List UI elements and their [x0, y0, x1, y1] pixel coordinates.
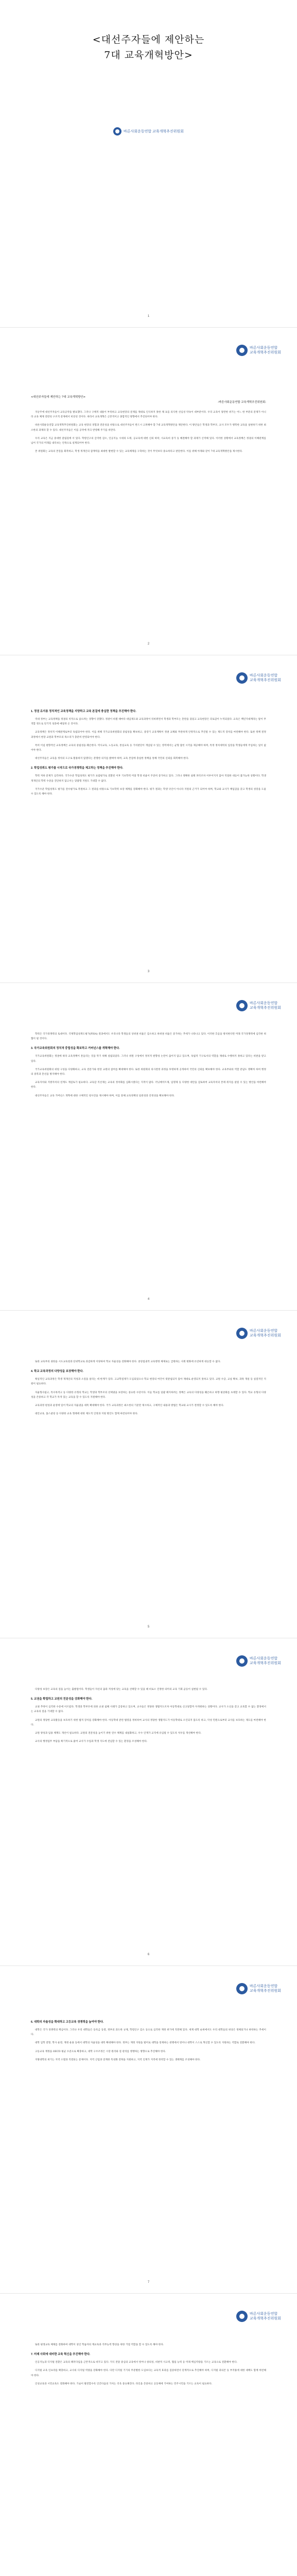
header-logo [236, 1654, 282, 1668]
header-logo [236, 671, 282, 685]
paragraph: 국가교육위원회의 위원 구성을 다양화하고, 교육 전문가와 현장 교원의 참여를 확대해야 한다. 또한 위원회의 의사결정 과정을 투명하게 공개하여 국민의 신뢰를 확보해야 한다. 교육부와의 역할 분담도 명확히 하여 행정의 중복과 혼선을 방지해야 한다. [31, 1068, 266, 1076]
paragraph: 획일적인 교육과정은 학생 개개인의 적성과 소질을 살리는 데 한계가 있다. 고교학점제가 도입되었으나 학교 현장의 여건이 뒷받침되지 않아 제대로 운영되지 못하고 있다. 교원 수급, 교실 확보, 과목 개설 등 실질적인 지원이 필요하다. [31, 1378, 266, 1386]
paragraph: 인공지능과 디지털 전환은 교육의 패러다임을 근본적으로 바꾸고 있다. 지식 전달 중심의 교육에서 벗어나 창의성, 비판적 사고력, 협업 능력 등 미래 핵심역량을 기르는 교육으로 전환해야 한다. [35, 2361, 238, 2364]
page [0, 1311, 297, 1638]
intro-title-block [31, 395, 266, 405]
paragraph: 또한 교육부의 권한을 시도교육청과 단위학교로 과감하게 이양하여 학교 자율성을 강화해야 한다. 중앙집권적 교육행정 체제로는 급변하는 사회 변화에 유연하게 대응할 수 없다. [35, 1361, 221, 1363]
page-number: 2 [147, 642, 150, 646]
paragraph: 국가수준 학업성취도 평가를 전수평가로 복원하고 그 결과를 바탕으로 기초학력 보장 체계를 강화해야 한다. 평가 결과는 학생 낙인이 아니라 지원의 근거가 되어야 하며, 학교와 교사가 책임감을 갖고 학생의 성장을 도울 수 있도록 해야 한다. [31, 788, 266, 796]
page-number: 6 [147, 1953, 150, 1956]
paragraph: 교원의 정당한 교육활동을 보호하기 위한 법적 장치를 강화해야 한다. 아동학대 관련 법령을 정비하여 교사의 정당한 생활지도가 아동학대로 오인되지 않도록 하고, 악성 민원으로부터 교사를 보호하는 제도를 마련해야 한다. [31, 1719, 266, 1726]
org-logo-icon [236, 1328, 248, 1339]
cover-title-line2: 7대 교육개혁방안> [104, 49, 193, 61]
page [0, 983, 297, 1311]
page-number: 5 [147, 1625, 150, 1629]
cover-org-name: 바른사회운동연합 교육개혁추진위원회 [124, 130, 184, 133]
paragraph: 지방대학의 위기는 지역 소멸과 직결되는 문제이다. 지역 산업과 연계한 특성화 전략을 지원하고, 지역 인재가 지역에 정착할 수 있는 생태계를 조성해야 한다. [35, 2058, 201, 2061]
page-body [31, 1360, 266, 1420]
header-org-name: 바른사회운동연합 교육개혁추진위원회 [250, 1329, 281, 1337]
page-body [31, 1687, 266, 1748]
paragraph: 교권 추락이 심각한 수준에 이르렀다. 학생과 학부모에 의한 교권 침해 사례가 급증하고 있으며, 교사들은 정당한 생활지도조차 아동학대로 신고당할까 두려워하는 상황이다. 교사가 소신을 갖고 교육할 수 없는 환경에서는 교육의 질을 기대할 수 없다. [31, 1706, 266, 1714]
paragraph: 대선주자들은 교육을 정치의 도구로 활용하지 않겠다는 분명한 의지를 밝혀야 하며, 교육 본질에 충실한 정책을 통해 국민의 신뢰를 회복해야 한다. [35, 757, 189, 760]
intro-title: <대선주자들에 제안하는 7대 교육개혁방안> [31, 396, 86, 399]
paragraph: 역대 정부는 교육정책을 정권의 치적으로 삼으려는 경향이 강했다. 정권이 바뀔 때마다 대입제도와 교육과정이 뒤바뀌면서 학생과 학부모는 혼란을 겪었고 교육현장은 피로감이 누적되었다. 교육은 백년지대계라는 말이 무색할 정도로 단기적 성과에 매달려 온 것이다. [31, 718, 266, 726]
org-logo-icon [236, 1000, 248, 1011]
page [0, 2294, 297, 2576]
org-logo-icon [113, 127, 121, 135]
section-heading: 2. 학업성취도 평가를 시작으로 국가경쟁력을 제고하는 정책을 추진해야 한다. [31, 767, 124, 770]
header-org-name: 바른사회운동연합 교육개혁추진위원회 [250, 674, 281, 682]
org-logo-icon [236, 1655, 248, 1667]
paragraph: 교사의 행정업무 부담을 획기적으로 줄여 교사가 수업과 학생 지도에 전념할 수 있는 환경을 조성해야 한다. [35, 1740, 148, 1743]
paragraph: 고등교육 재정을 OECD 평균 수준으로 확충하고, 대학 구조조정은 시장 원리와 질 관리를 병행하는 방향으로 추진해야 한다. [35, 2050, 166, 2053]
org-logo-icon [236, 672, 248, 684]
header-logo [236, 1981, 282, 1996]
section-heading: 1. 정권 유지용 정치적인 교육정책을 지양하고 교육 본질에 충실한 정책을 추진해야 한다. [31, 710, 136, 713]
paragraph: 우리 교육은 지금 중대한 갈림길에 서 있다. 학령인구의 급격한 감소, 인공지능 시대의 도래, 공교육에 대한 신뢰 하락, 사교육비 증가 등 해결해야 할 과제가 산적해 있다. 이러한 상황에서 교육정책은 정권의 이해관계를 넘어 국가의 미래를 내다보는 안목으로 설계되어야 한다. [31, 437, 266, 445]
org-logo-icon [236, 345, 248, 356]
section-heading: 6. 대학의 자율성을 확대하고 고등교육 경쟁력을 높여야 한다. [31, 2021, 104, 2024]
page-body [31, 2015, 266, 2066]
paragraph: 특히 이념 편향적인 교육정책은 교육의 중립성을 훼손한다. 역사교육, 노동교육, 통일교육 등 가치판단이 개입될 수 있는 영역에서는 균형 잡힌 시각을 제공해야 하며, 특정 정치세력의 입장을 학생들에게 주입하는 일이 없어야 한다. [31, 744, 266, 752]
paragraph: 바른사회운동연합 교육개혁추진위원회는 교육 현장의 경험과 전문성을 바탕으로 대선주자들이 반드시 고려해야 할 7대 교육개혁방안을 제안한다. 이 방안들은 학생과 학부모, 교사 모두가 행복한 교육을 실현하기 위한 최소한의 과제라 할 수 있다. 대선주자들은 이를 공약에 적극 반영해 주기를 바란다. [31, 424, 266, 432]
paragraph: 교원 양성과 임용 체계도 개선이 필요하다. 교원의 전문성을 높이기 위한 연수 체계를 내실화하고, 우수 인재가 교직에 유입될 수 있도록 처우를 개선해야 한다. [35, 1732, 202, 1735]
page-body [31, 2343, 266, 2390]
paragraph: 교육과정 편성과 운영에 있어 학교의 자율권을 대폭 확대해야 한다. 국가 교육과정은 최소한의 기준만 제시하고, 구체적인 내용과 방법은 학교와 교사가 결정할 수 있도록 해야 한다. [35, 1404, 224, 1408]
page-body [31, 1032, 266, 1102]
header-logo [236, 343, 282, 358]
header-logo [236, 1326, 282, 1341]
paragraph: 또한 평생교육 체제를 강화하여 대학이 성인 학습자의 재교육과 직무능력 향상을 위한 거점 역할을 할 수 있도록 해야 한다. [35, 2344, 164, 2346]
section-heading: 5. 교권을 확립하고 교원의 전문성을 강화해야 한다. [31, 1698, 93, 1701]
page-body [31, 395, 266, 457]
paragraph: 본 위원회는 교육의 본질을 회복하고, 학생 개개인의 잠재력을 최대한 발현할 수 있는 교육체제를 구축하는 것이 무엇보다 중요하다고 판단한다. 이를 위해 아래와 같이 7대 교육개혁방안을 제시한다. [35, 450, 243, 453]
page-body [31, 704, 266, 800]
paragraph: 지난주에 대선주자들이 교육공약을 발표했다. 그러나 구체적 내용이 부족하고 교육현장의 문제를 제대로 인식하지 못한 채 표를 의식한 선심성 약속이 대부분이다. 우리 교육이 당면한 위기는 어느 한 부분의 문제가 아니라 교육 체제 전반의 구조적 문제에서 비롯된 것이다. 따라서 교육개혁은 근본적이고 종합적인 방향에서 추진되어야 한다. [31, 411, 266, 419]
header-logo [236, 2309, 282, 2324]
header-org-name: 바른사회운동연합 교육개혁추진위원회 [250, 1002, 281, 1010]
paragraph: 국가교육위원회는 정권에 따라 교육정책이 흔들리는 것을 막기 위해 설립되었다. 그러나 위원 구성에서 정치적 편향성 논란이 끊이지 않고 있으며, 독립적 기구로서의 역할을 제대로 수행하지 못하고 있다는 비판을 받고 있다. [31, 1055, 266, 1063]
section-heading: 3. 국가교육위원회의 정치적 중립성을 확보하고 거버넌스를 개혁해야 한다. [31, 1047, 120, 1050]
header-org-name: 바른사회운동연합 교육개혁추진위원회 [250, 1657, 281, 1665]
section-heading: 4. 학교 교육과정의 다양성을 보장해야 한다. [31, 1370, 84, 1374]
paragraph: 교육정책은 정치적 이해관계로부터 독립되어야 한다. 이를 위해 국가교육위원회의 중립성을 확보하고, 중장기 교육계획이 정권 교체와 무관하게 안정적으로 추진될 수 있는 제도적 장치를 마련해야 한다. 또한 정책 결정 과정에서 현장 교원과 학부모의 목소리가 충분히 반영되어야 한다. [31, 731, 266, 739]
intro-byline: -바른사회운동연합 교육개혁추진위원회- [218, 401, 266, 404]
paragraph: 자율형사립고, 특수목적고 등 다양한 유형의 학교는 학생과 학부모의 선택권을 보장하는 중요한 수단이다. 이들 학교를 일괄 폐지하려는 정책은 교육의 다양성을 훼손하고 하향 평준화를 초래할 수 있다. 학교 유형의 다양성을 존중하고 각 학교가 특색 있는 교육을 할 수 있도록 지원해야 한다. [31, 1391, 266, 1399]
page-cover [0, 0, 297, 328]
paragraph: 대안교육, 홈스쿨링 등 다양한 교육 형태에 대한 제도적 인정과 지원 방안도 함께 마련되어야 한다. [35, 1413, 138, 1416]
paragraph: 대선주자들은 교육 거버넌스 개혁에 대한 구체적인 청사진을 제시해야 하며, 이를 통해 교육정책의 일관성과 안정성을 확보해야 한다. [35, 1094, 175, 1097]
page-intro [0, 328, 297, 655]
page-number: 4 [147, 1298, 150, 1301]
page [0, 1966, 297, 2294]
header-logo [236, 998, 282, 1013]
section-heading: 7. 미래 사회에 대비한 교육 혁신을 추진해야 한다. [31, 2353, 91, 2357]
page-number: 7 [147, 2281, 150, 2284]
paragraph: 다양성 보장은 교육의 질을 높이는 출발점이다. 학생들이 자신의 꿈과 적성에 맞는 교육을 선택할 수 있을 때 비로소 진정한 의미의 교육 기회 균등이 실현될 수 있다. [35, 1688, 208, 1691]
page [0, 655, 297, 983]
paragraph: 학력은 국가경쟁력의 토대이다. 국제학업성취도평가(PISA) 결과에서도 우리나라 학생들의 상위권 비율은 감소하고 하위권 비율은 증가하는 추세가 나타나고 있다. 이러한 흐름을 방치한다면 미래 국가경쟁력에 심각한 위협이 될 것이다. [31, 1033, 266, 1041]
paragraph: 대학은 국가 경쟁력의 핵심이다. 그러나 우리 대학들은 등록금 동결, 정부의 과도한 규제, 학령인구 감소 등으로 심각한 재정 위기에 직면해 있다. 세계 대학 순위에서도 우리 대학들의 위상은 정체되거나 하락하는 추세이다. [31, 2029, 266, 2037]
paragraph: 대학 입학 전형, 학사 운영, 재정 운용 등에서 대학의 자율성을 대폭 확대해야 한다. 정부는 재정 지원을 빌미로 대학을 통제하는 관행에서 벗어나 대학이 스스로 혁신할 수 있도록 지원하는 역할로 전환해야 한다. [35, 2042, 256, 2045]
header-org-name: 바른사회운동연합 교육개혁추진위원회 [250, 2312, 281, 2320]
page-number: 3 [147, 970, 150, 973]
page [0, 1638, 297, 1966]
cover-title-line1: <대선주자들에 제안하는 [92, 34, 205, 45]
header-org-name: 바른사회운동연합 교육개혁추진위원회 [250, 1985, 281, 1993]
cover-title [0, 32, 297, 63]
paragraph: 디지털 교육 인프라를 확충하고, 교사의 디지털 역량을 강화해야 한다. 다만 디지털 기기의 무분별한 도입보다는 교육적 효과를 검증하면서 단계적으로 추진해야 하며, 디지털 과의존 등 부작용에 대한 대책도 함께 마련해야 한다. [31, 2369, 266, 2377]
page-number: 1 [147, 315, 150, 318]
paragraph: 학력 저하 문제가 심각하다. 국가수준 학업성취도 평가가 표집평가로 전환된 이후 기초학력 미달 학생 비율이 꾸준히 증가하고 있다. 그러나 정확한 실태 파악조차 이루어지지 않아 적절한 대응이 불가능한 상황이다. 학생 개개인의 학력 수준을 진단하지 않고서는 맞춤형 지원도 기대할 수 없다. [31, 775, 266, 783]
paragraph: 교육자치와 지방자치의 연계도 재검토가 필요하다. 교육감 직선제는 교육의 정치화를 심화시켰다는 지적이 많다. 러닝메이트제, 임명제 등 다양한 대안을 검토하여 교육자치의 본래 취지를 살릴 수 있는 방안을 마련해야 한다. [31, 1081, 266, 1089]
paragraph: 인성교육과 시민교육도 강화해야 한다. 기술이 발전할수록 인간다움의 가치는 더욱 중요해진다. 타인을 존중하고 공동체에 기여하는 민주시민을 기르는 교육이 필요하다. [35, 2382, 213, 2385]
cover-org-logo [94, 126, 203, 137]
org-logo-icon [236, 2311, 248, 2322]
org-logo-icon [236, 1983, 248, 1994]
header-org-name: 바른사회운동연합 교육개혁추진위원회 [250, 346, 281, 354]
